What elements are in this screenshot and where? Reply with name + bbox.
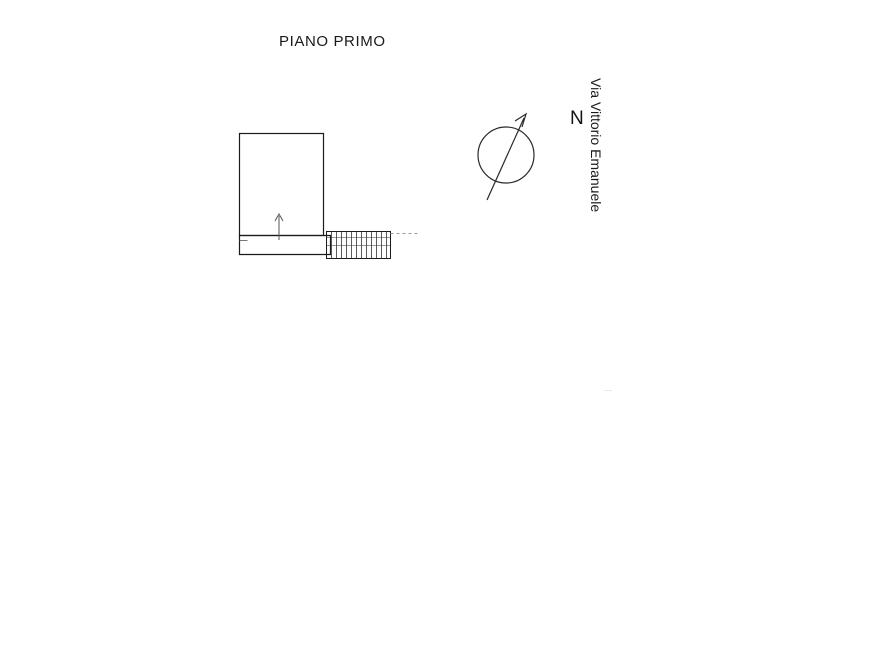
lower-corridor-outline [240,236,331,255]
main-room-outline [240,134,324,236]
small-annotation-mark: ... [604,386,613,393]
compass-rose [478,114,534,200]
page-title: PIANO PRIMO [279,33,386,50]
stair-treads [327,232,391,259]
north-label: N [570,108,584,129]
street-name-label: Via Vittorio Emanuele [588,78,604,213]
